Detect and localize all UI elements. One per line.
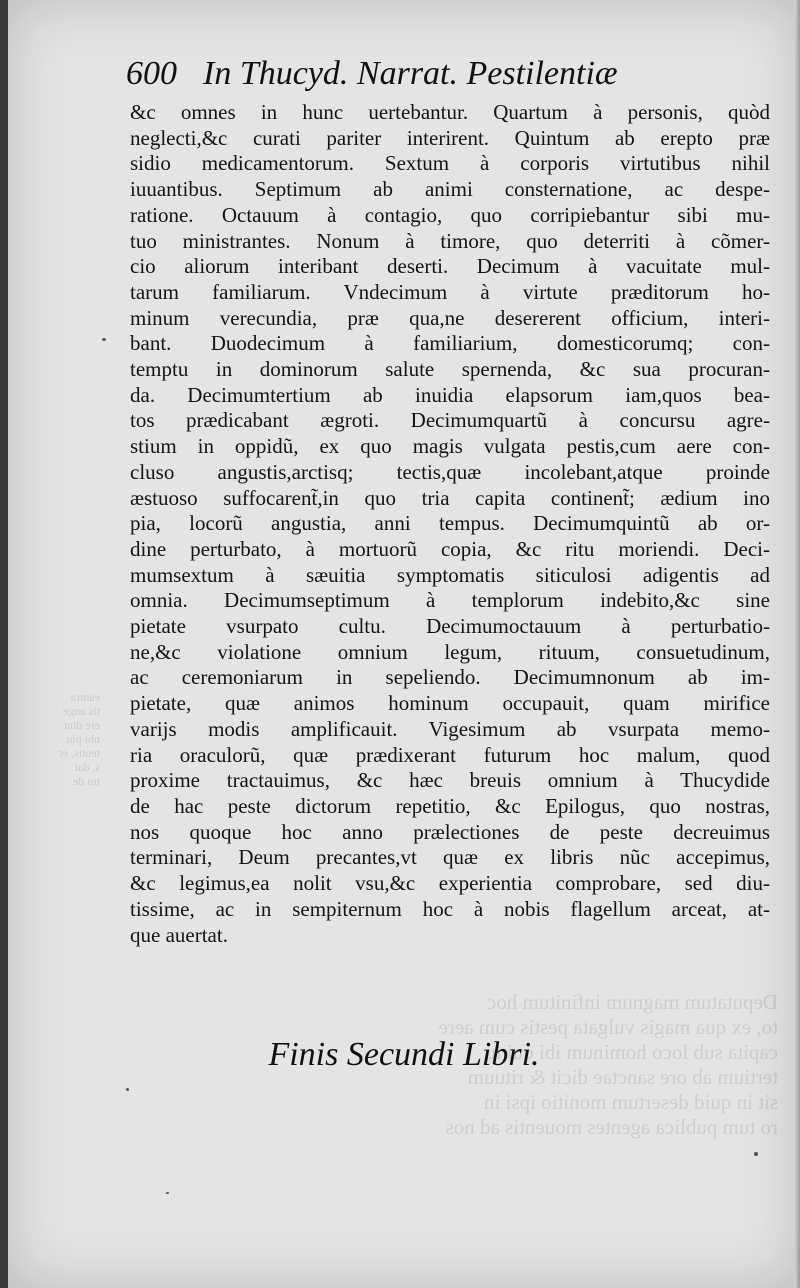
- ink-speck: [754, 1152, 758, 1156]
- text-line: omnia. Decimumseptimum à templorum indebito,&c sine: [130, 588, 770, 613]
- text-line: da. Decimumtertium ab inuidia elapsorum iam,quos bea-: [130, 382, 770, 407]
- text-line: mumsextum à sæuitia symptomatis siticulosi adigentis ad: [130, 562, 770, 587]
- running-title: In Thucyd. Narrat. Pestilentiæ: [203, 55, 618, 92]
- text-line: sidio medicamentorum. Sextum à corporis virtutibus nihil: [130, 151, 770, 176]
- text-line: &c omnes in hunc uertebantur. Quartum à personis, quòd: [130, 100, 770, 124]
- bleed-through-text: Deputatum magnum infinitum hoc to, ex qua magis vulgata pestis cum aere capita sub loco hominum ibi qui tu tertium ab ore sanctae dicit & rituum sit in quid desertum monitio ipsi in ro tum publica agentes mouentis ad nos: [438, 990, 778, 1139]
- text-line: temptu in dominorum salute spernenda, &c sua procuran-: [130, 357, 770, 382]
- ink-speck: [126, 1088, 129, 1091]
- ink-speck: [102, 338, 106, 341]
- text-line: neglecti,&c curati pariter interirent. Quintum ab erepto præ: [130, 125, 770, 150]
- text-line: stium in oppidũ, ex quo magis vulgata pestis,cum aere con-: [130, 434, 770, 459]
- text-line: ria oraculorũ, quæ prædixerant futurum hoc malum, quod: [130, 742, 770, 767]
- text-line: ne,&c violatione omnium legum, rituum, consuetudinum,: [130, 639, 770, 664]
- text-line: dine perturbato, à mortuorũ copia, &c ritu moriendi. Deci-: [130, 536, 770, 561]
- text-line: tarum familiarum. Vndecimum à virtute præditorum ho-: [130, 279, 770, 304]
- text-line: terminari, Deum precantes,vt quæ ex libris nũc accepimus,: [130, 845, 770, 870]
- book-page: [8, 0, 800, 1288]
- text-line: æstuoso suffocarent̃,in quo tria capita continent̃; ædium ino: [130, 485, 770, 510]
- text-line: iuuantibus. Septimum ab animi consternatione, ac despe-: [130, 177, 770, 202]
- text-line: minum verecundia, præ qua,ne desererent officium, interi-: [130, 305, 770, 330]
- text-line: de hac peste dictorum repetitio, &c Epilogus, quo nostras,: [130, 793, 770, 818]
- text-line: cio aliorum interibant deserti. Decimum à vacuitate mul-: [130, 254, 770, 279]
- text-line: pietate vsurpato cultu. Decimumoctauum à perturbatio-: [130, 614, 770, 639]
- text-line: pia, locorũ angustia, anni tempus. Decimumquintũ ab or-: [130, 511, 770, 536]
- text-line: tos prædicabant ægroti. Decimumquartũ à concursu agre-: [130, 408, 770, 433]
- text-line: ac ceremoniarum in sepeliendo. Decimumnonum ab im-: [130, 665, 770, 690]
- text-line: varijs modis amplificauit. Vigesimum ab vsurpata memo-: [130, 716, 770, 741]
- text-line: tissime, ac in sempiternum hoc à nobis flagellum arceat, at-: [130, 896, 770, 921]
- text-line: ratione. Octauum à contagio, quo corripiebantur sibi mu-: [130, 202, 770, 227]
- text-line: bant. Duodecimum à familiarium, domesticorumq; con-: [130, 331, 770, 356]
- bleed-through-marginalia: eantra tis ange ere dint nbi plu tentis, et s, dat tra de: [59, 690, 100, 788]
- ink-speck: [166, 1192, 169, 1194]
- running-header: [126, 55, 800, 93]
- closing-line: Finis Secundi Libri.: [268, 1036, 540, 1073]
- text-line: &c legimus,ea nolit vsu,&c experientia comprobare, sed diu-: [130, 871, 770, 896]
- text-line: pietate, quæ animos hominum occupauit, quam mirifice: [130, 691, 770, 716]
- body-text: [130, 100, 770, 948]
- text-line: que auertat.: [130, 922, 228, 947]
- text-line: nos quoque hoc anno prælectiones de peste decreuimus: [130, 819, 770, 844]
- text-line: tuo ministrantes. Nonum à timore, quo deterriti à cõmer-: [130, 228, 770, 253]
- page-edge-shadow: [794, 0, 800, 1288]
- page-number: 600: [126, 55, 177, 92]
- text-line: proxime tractauimus, &c hæc breuis omnium à Thucydide: [130, 768, 770, 793]
- text-line: cluso angustis,arctisq; tectis,quæ incolebant,atque proinde: [130, 459, 770, 484]
